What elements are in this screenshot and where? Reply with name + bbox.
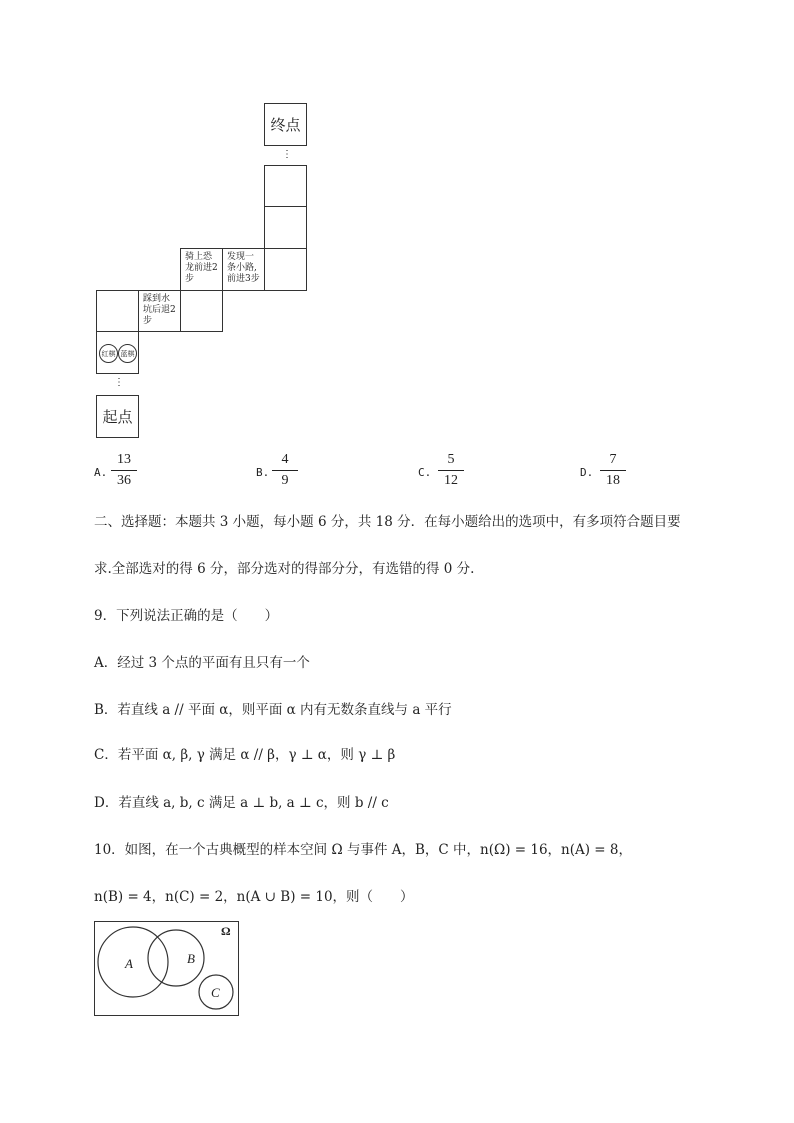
q9-option-c: C．若平面 α, β, γ 满足 α // β，γ ⊥ α，则 γ ⊥ β	[94, 747, 396, 763]
fraction-numerator: 4	[281, 452, 289, 467]
end-label: 终点	[270, 116, 301, 134]
venn-label-a: A	[125, 956, 133, 971]
fraction-denominator: 9	[281, 473, 289, 488]
option-letter: B.	[256, 466, 270, 479]
option-fraction	[436, 452, 466, 489]
start-cell	[96, 395, 139, 438]
fraction-numerator: 5	[447, 452, 455, 467]
dragon-cell-text: 骑上恐龙前进2步	[185, 252, 218, 284]
board-cell-col0-r5	[96, 331, 139, 374]
venn-circle-b	[148, 930, 204, 986]
blue-piece-label: 蓝棋	[120, 349, 135, 358]
board-cell-col4-r1	[264, 165, 307, 207]
venn-label-c: C	[211, 985, 220, 1000]
ellipsis-bottom: ⋮	[114, 377, 124, 388]
fraction-denominator: 36	[117, 473, 131, 488]
end-cell	[264, 103, 307, 146]
red-piece-label: 红棋	[101, 349, 116, 358]
board-cell-col0-r4	[96, 290, 139, 332]
board-cell-path	[222, 248, 265, 291]
q9-option-a: A．经过 3 个点的平面有且只有一个	[94, 655, 310, 671]
path-cell-text: 发现一条小路,前进3步	[227, 252, 260, 284]
option-letter: D.	[580, 466, 594, 479]
option-letter: C.	[418, 466, 432, 479]
q10-stem-line2: n(B) = 4，n(C) = 2，n(A ∪ B) = 10，则（ ）	[94, 889, 414, 905]
fraction-numerator: 13	[117, 452, 131, 467]
board-cell-dragon	[180, 248, 223, 291]
q9-option-d: D．若直线 a, b, c 满足 a ⊥ b, a ⊥ c，则 b // c	[94, 795, 389, 811]
option-fraction	[270, 452, 300, 489]
red-piece-icon	[99, 344, 118, 363]
board-cell-col2-r4	[180, 290, 223, 332]
section2-instruction-line2: 求.全部选对的得 6 分，部分选对的得部分分，有选错的得 0 分.	[94, 561, 475, 577]
board-cell-col4-r3	[264, 248, 307, 291]
q10-stem-line1: 10．如图，在一个古典概型的样本空间 Ω 与事件 A，B，C 中，n(Ω) = 16，n(A) = 8，	[94, 842, 632, 858]
backward-cell-text: 踩到水坑后退2步	[143, 294, 176, 326]
venn-label-omega: Ω	[221, 924, 231, 938]
venn-circles	[94, 921, 239, 1016]
board-cell-backward	[138, 290, 181, 332]
venn-label-b: B	[187, 951, 195, 966]
board-cell-col4-r2	[264, 206, 307, 249]
blue-piece-icon	[118, 344, 137, 363]
fraction-denominator: 18	[606, 473, 620, 488]
ellipsis-top: ⋮	[282, 149, 292, 160]
option-fraction	[598, 452, 628, 489]
q9-stem: 9．下列说法正确的是（ ）	[94, 608, 279, 624]
fraction-denominator: 12	[444, 473, 458, 488]
venn-diagram	[94, 921, 239, 1016]
section2-instruction-line1: 二、选择题：本题共 3 小题，每小题 6 分，共 18 分．在每小题给出的选项中，有多项符合题目要	[94, 514, 681, 530]
fraction-numerator: 7	[609, 452, 617, 467]
q9-option-b: B．若直线 a // 平面 α，则平面 α 内有无数条直线与 a 平行	[94, 702, 452, 718]
start-label: 起点	[102, 408, 133, 426]
option-letter: A.	[94, 466, 108, 479]
option-fraction	[109, 452, 139, 489]
